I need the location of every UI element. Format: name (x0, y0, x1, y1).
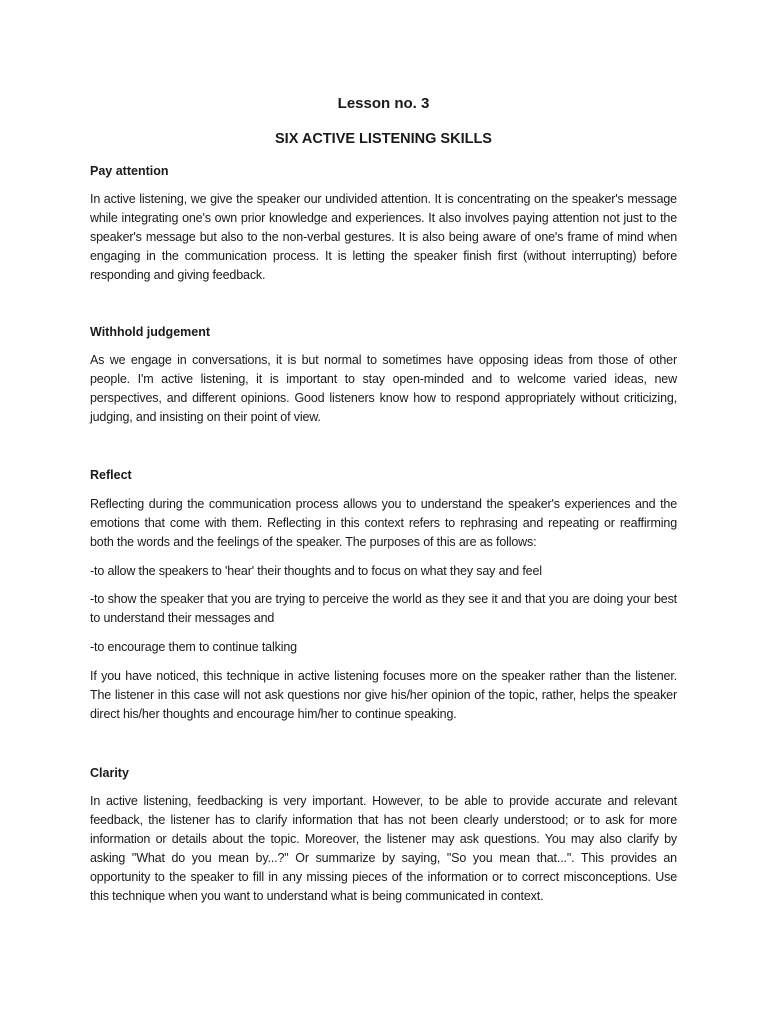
paragraph-reflect-intro: Reflecting during the communication process allows you to understand the speaker's experiences and the emotions that come with them. Reflecting in this context refers to rephrasing and repeating or reaffirming both the words and the feelings of the speaker. The purposes of this are as follows: (90, 497, 677, 549)
section-heading-reflect: Reflect (90, 468, 132, 482)
list-item-reflect-2: -to show the speaker that you are trying to perceive the world as they see it and that you are doing your best to understand their messages and (90, 592, 677, 625)
section-heading-withhold-judgement: Withhold judgement (90, 325, 211, 339)
paragraph-withhold-judgement: As we engage in conversations, it is but normal to sometimes have opposing ideas from those of other people. I'm active listening, it is important to stay open-minded and to welcome varied ideas, new perspectives, and different opinions. Good listeners know how to respond appropriately without criticizing, judging, and insisting on their point of view. (90, 353, 677, 424)
list-item-reflect-3: -to encourage them to continue talking (90, 640, 297, 654)
section-heading-pay-attention: Pay attention (90, 164, 169, 178)
section-heading-clarity: Clarity (90, 766, 129, 780)
paragraph-pay-attention: In active listening, we give the speaker our undivided attention. It is concentrating on the speaker's message while integrating one's own prior knowledge and experiences. It also involves paying attention not just to the speaker's message but also to the non-verbal gestures. It is also being aware of one's frame of mind when engaging in the communication process. It is letting the speaker finish first (without interrupting) before responding and giving feedback. (90, 192, 677, 282)
page-title: SIX ACTIVE LISTENING SKILLS (275, 131, 492, 147)
lesson-number: Lesson no. 3 (337, 95, 430, 112)
list-item-reflect-1: -to allow the speakers to 'hear' their thoughts and to focus on what they say and feel (90, 564, 542, 578)
paragraph-clarity: In active listening, feedbacking is very important. However, to be able to provide accurate and relevant feedback, the listener has to clarify information that has not been clearly understood; or to ask for more information or details about the topic. Moreover, the listener may ask questions. You may also clarify by asking "What do you mean by...?" Or summarize by saying, "So you mean that...". This provides an opportunity to the speaker to fill in any missing pieces of the information or to correct misconceptions. Use this technique when you want to understand what is being communicated in context. (90, 794, 677, 903)
paragraph-reflect-summary: If you have noticed, this technique in active listening focuses more on the speaker rather than the listener. The listener in this case will not ask questions nor give his/her opinion of the topic, rather, helps the speaker direct his/her thoughts and encourage him/her to continue speaking. (90, 669, 677, 721)
